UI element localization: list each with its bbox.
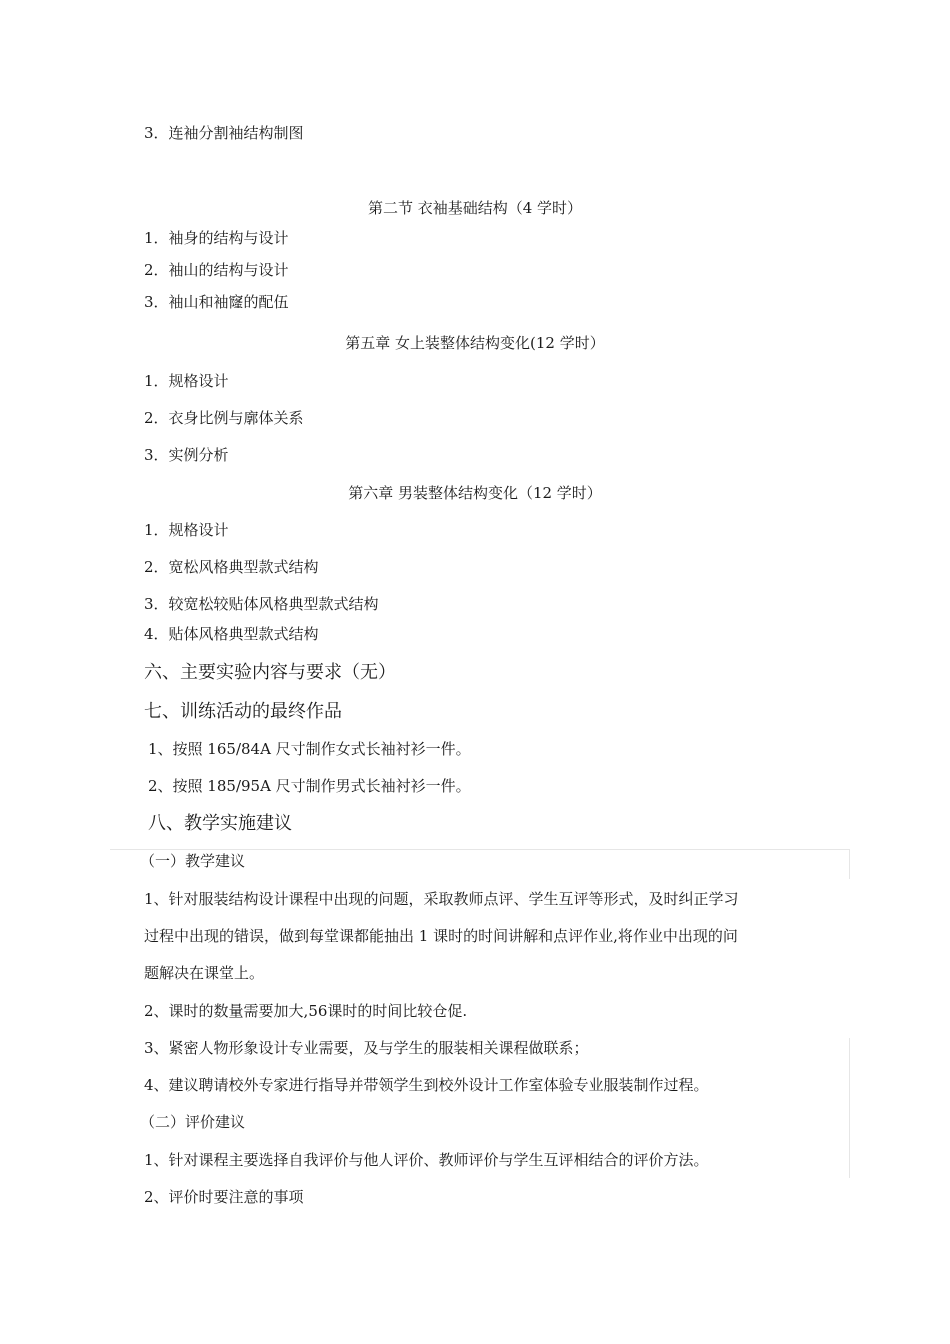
text-line: 4．贴体风格典型款式结构 — [144, 625, 319, 643]
text-line: 题解决在课堂上。 — [144, 964, 265, 982]
text-line: 1、针对课程主要选择自我评价与他人评价、教师评价与学生互评相结合的评价方法。 — [144, 1151, 709, 1169]
text-line: 2．宽松风格典型款式结构 — [144, 558, 319, 576]
heading-seven: 七、训练活动的最终作品 — [144, 701, 342, 722]
text-line: 3．连袖分割袖结构制图 — [144, 124, 304, 142]
subsection-heading: （一）教学建议 — [140, 852, 246, 870]
text-line: 3．较宽松较贴体风格典型款式结构 — [144, 595, 379, 613]
text-line: 2、按照 185/95A 尺寸制作男式长袖衬衫一件。 — [148, 777, 471, 795]
text-line: 3、紧密人物形象设计专业需要，及与学生的服装相关课程做联系； — [144, 1039, 589, 1057]
chapter-heading: 第六章 男装整体结构变化（12 学时） — [348, 484, 602, 502]
text-line: 2、评价时要注意的事项 — [144, 1188, 304, 1206]
text-line: 1、针对服装结构设计课程中出现的问题，采取教师点评、学生互评等形式，及时纠正学习 — [144, 890, 739, 908]
chapter-heading: 第五章 女上装整体结构变化(12 学时） — [345, 334, 605, 352]
text-line: 3．实例分析 — [144, 446, 229, 464]
subsection-heading: （二）评价建议 — [140, 1113, 246, 1131]
text-line: 3．袖山和袖窿的配伍 — [144, 293, 289, 311]
divider — [849, 1038, 850, 1178]
section-heading: 第二节 衣袖基础结构（4 学时） — [367, 199, 583, 217]
text-line: 2．袖山的结构与设计 — [144, 261, 289, 279]
text-line: 1．规格设计 — [144, 521, 229, 539]
text-line: 1．规格设计 — [144, 372, 229, 390]
text-line: 4、建议聘请校外专家进行指导并带领学生到校外设计工作室体验专业服装制作过程。 — [144, 1076, 709, 1094]
text-line: 1．袖身的结构与设计 — [144, 229, 289, 247]
text-line: 过程中出现的错误，做到每堂课都能抽出 1 课时的时间讲解和点评作业,将作业中出现的问 — [144, 927, 738, 945]
text-line: 2、课时的数量需要加大,56课时的时间比较仓促. — [144, 1002, 468, 1020]
heading-six: 六、主要实验内容与要求（无） — [144, 662, 396, 683]
heading-eight: 八、教学实施建议 — [148, 813, 292, 834]
divider — [110, 849, 850, 850]
text-line: 1、按照 165/84A 尺寸制作女式长袖衬衫一件。 — [148, 740, 471, 758]
text-line: 2．衣身比例与廓体关系 — [144, 409, 304, 427]
divider — [849, 849, 850, 879]
